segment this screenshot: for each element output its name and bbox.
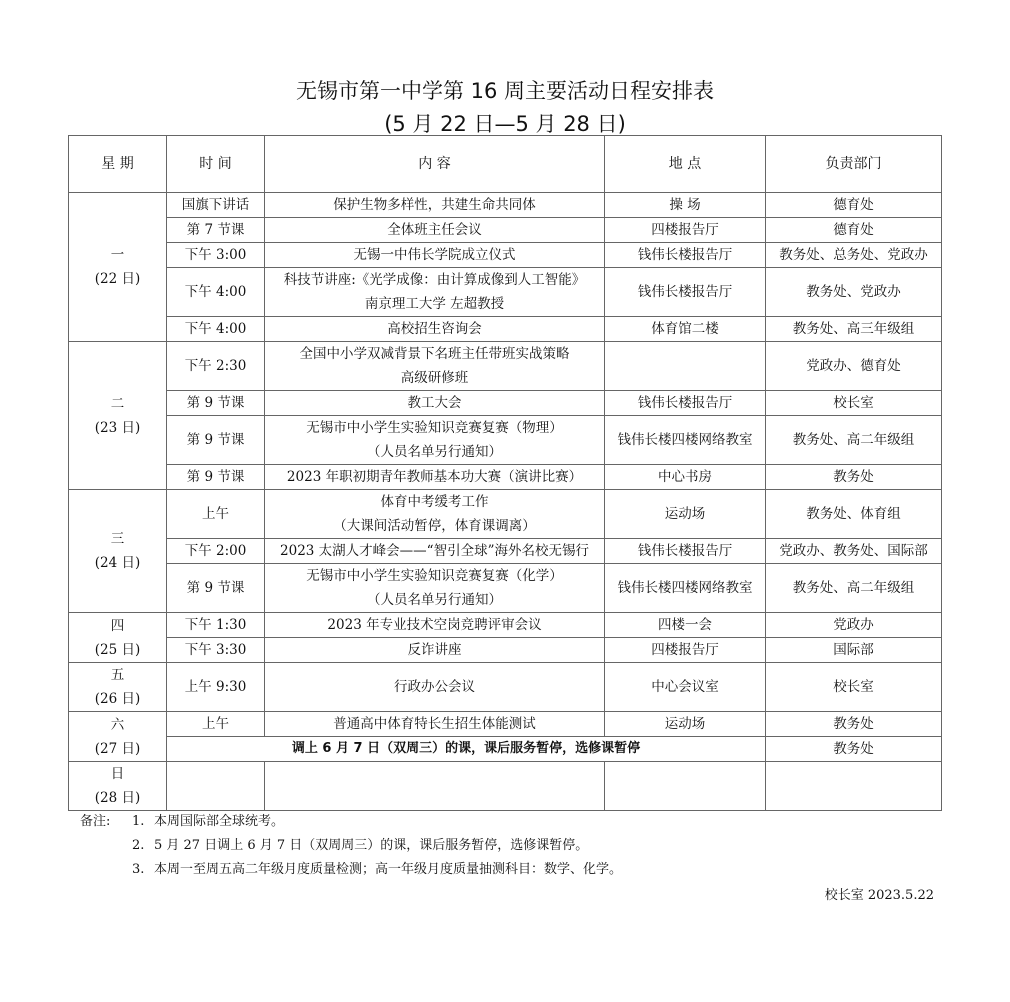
day-cell [69,613,167,663]
header-time: 时 间 [167,136,265,193]
day-cell [69,342,167,490]
content-cell [265,539,605,564]
time-cell: 下午 3:00 [167,243,265,268]
table-row [69,613,942,638]
table-row [69,564,942,613]
content-line: 反诈讲座 [407,642,462,658]
dept-cell: 教务处 [766,712,942,737]
header-place: 地 点 [605,136,766,193]
place-cell: 钱伟长楼四楼网络教室 [605,564,766,613]
table-row [69,737,942,762]
table-header-row [69,136,942,193]
content-line: 2023 年职初期青年教师基本功大赛（演讲比赛） [286,469,583,485]
day-cell [69,193,167,342]
day-name: 三 [110,531,125,547]
content-line: （人员名单另行通知） [367,444,502,460]
time-cell: 第 9 节课 [167,465,265,490]
place-cell: 体育馆二楼 [605,317,766,342]
dept-cell: 国际部 [766,638,942,663]
table-row [69,268,942,317]
place-cell: 中心会议室 [605,663,766,712]
table-row [69,712,942,737]
table-row [69,490,942,539]
dept-cell: 教务处 [766,465,942,490]
place-cell: 钱伟长楼报告厅 [605,539,766,564]
time-cell: 上午 [167,712,265,737]
dept-cell: 教务处、总务处、党政办 [766,243,942,268]
header-content: 内 容 [265,136,605,193]
table-row [69,663,942,712]
content-cell [265,465,605,490]
place-cell: 中心书房 [605,465,766,490]
content-line: 教工大会 [407,395,462,411]
content-cell [265,218,605,243]
day-name: 五 [110,667,125,683]
content-line: 行政办公会议 [394,679,475,695]
content-cell [265,342,605,391]
note-number: 2. [132,838,145,853]
content-line: （大课间活动暂停，体育课调离） [333,518,536,534]
day-date: (24 日) [94,555,141,571]
day-cell [69,712,167,762]
day-date: (25 日) [94,641,141,658]
place-cell: 四楼报告厅 [605,218,766,243]
signature: 校长室 2023.5.22 [824,888,934,903]
time-cell: 下午 3:30 [167,638,265,663]
table-row [69,391,942,416]
content-line: 南京理工大学 左超教授 [364,296,505,312]
content-line: （人员名单另行通知） [367,592,502,608]
page-subtitle: (5 月 22 日—5 月 28 日) [384,112,626,136]
day-cell [69,490,167,613]
content-cell [265,391,605,416]
note-text: 本周国际部全球统考。 [154,814,285,829]
content-line: 科技节讲座:《光学成像：由计算成像到人工智能》 [283,272,586,288]
day-date: (26 日) [94,691,141,707]
place-cell: 钱伟长楼四楼网络教室 [605,416,766,465]
day-name: 四 [110,617,125,634]
table-row [69,416,942,465]
day-cell [69,762,167,811]
table-row [69,193,942,218]
note-number: 3. [132,862,145,877]
content-line: 全体班主任会议 [387,222,482,238]
note-label: 备注: [80,814,111,829]
content-line: 全国中小学双减背景下名班主任带班实战策略 [299,346,570,362]
place-cell: 运动场 [605,490,766,539]
place-cell: 四楼一会 [605,613,766,638]
content-cell [265,268,605,317]
day-date: (28 日) [94,790,141,806]
note-text: 本周一至周五高二年级月度质量检测；高一年级月度质量抽测科目：数学、化学。 [154,862,623,877]
dept-cell: 校长室 [766,663,942,712]
header-day: 星 期 [69,136,167,193]
note-label [80,858,132,882]
content-line: 无锡一中伟长学院成立仪式 [353,247,516,263]
dept-cell: 教务处 [766,737,942,762]
time-cell: 上午 [167,490,265,539]
place-cell: 四楼报告厅 [605,638,766,663]
day-name: 日 [110,766,125,782]
merged-content-cell: 调上 6 月 7 日（双周三）的课，课后服务暂停，选修课暂停 [167,737,766,762]
content-cell [265,638,605,663]
content-cell [265,416,605,465]
dept-cell: 德育处 [766,193,942,218]
day-cell [69,663,167,712]
dept-cell: 教务处、高二年级组 [766,416,942,465]
day-name: 二 [110,395,125,412]
content-line: 保护生物多样性，共建生命共同体 [333,197,536,213]
day-date: (23 日) [94,419,141,436]
dept-cell: 教务处、体育组 [766,490,942,539]
content-line: 2023 太湖人才峰会——“智引全球”海外名校无锡行 [280,543,589,559]
place-cell: 钱伟长楼报告厅 [605,268,766,317]
content-cell [265,564,605,613]
table-body [69,193,942,811]
time-cell: 第 9 节课 [167,416,265,465]
day-date: (27 日) [94,740,141,757]
place-cell: 操 场 [605,193,766,218]
content-cell [265,613,605,638]
content-line: 高级研修班 [400,370,469,386]
page-title: 无锡市第一中学第 16 周主要活动日程安排表 [295,79,715,103]
time-cell: 下午 2:30 [167,342,265,391]
place-cell [605,342,766,391]
notes-section [80,810,622,882]
time-cell: 下午 4:00 [167,317,265,342]
time-cell: 下午 1:30 [167,613,265,638]
content-line: 无锡市中小学生实验知识竞赛复赛（化学） [306,568,563,584]
content-cell [265,243,605,268]
time-cell [167,762,265,811]
table-row [69,218,942,243]
header-dept: 负责部门 [766,136,942,193]
content-cell [265,712,605,737]
dept-cell: 党政办、德育处 [766,342,942,391]
content-line: 无锡市中小学生实验知识竞赛复赛（物理） [306,420,563,436]
time-cell: 第 9 节课 [167,391,265,416]
content-line: 体育中考缓考工作 [380,494,489,510]
dept-cell [766,762,942,811]
day-name: 六 [110,716,125,733]
dept-cell: 党政办 [766,613,942,638]
content-line: 2023 年专业技术空岗竞聘评审会议 [327,617,542,633]
note-label [80,834,132,858]
note-item [80,858,622,882]
content-line: 普通高中体育特长生招生体能测试 [333,716,536,732]
schedule-table [68,135,942,811]
dept-cell: 教务处、高二年级组 [766,564,942,613]
place-cell [605,762,766,811]
time-cell: 下午 4:00 [167,268,265,317]
table-row [69,243,942,268]
day-name: 一 [110,247,125,263]
table-row [69,465,942,490]
dept-cell: 党政办、教务处、国际部 [766,539,942,564]
content-line: 高校招生咨询会 [387,321,482,337]
table-row [69,762,942,811]
place-cell: 钱伟长楼报告厅 [605,391,766,416]
table-row [69,638,942,663]
content-cell [265,193,605,218]
time-cell: 下午 2:00 [167,539,265,564]
time-cell: 第 9 节课 [167,564,265,613]
place-cell: 运动场 [605,712,766,737]
dept-cell: 德育处 [766,218,942,243]
content-cell [265,762,605,811]
time-cell: 第 7 节课 [167,218,265,243]
table-row [69,539,942,564]
note-text: 5 月 27 日调上 6 月 7 日（双周周三）的课，课后服务暂停，选修课暂停。 [154,838,589,853]
dept-cell: 教务处、党政办 [766,268,942,317]
content-cell [265,317,605,342]
table-row [69,317,942,342]
note-number: 1. [132,814,145,829]
day-date: (22 日) [94,271,141,287]
dept-cell: 校长室 [766,391,942,416]
content-cell [265,490,605,539]
dept-cell: 教务处、高三年级组 [766,317,942,342]
note-item [80,834,622,858]
table-row [69,342,942,391]
content-cell [265,663,605,712]
note-item [80,810,622,834]
time-cell: 上午 9:30 [167,663,265,712]
place-cell: 钱伟长楼报告厅 [605,243,766,268]
time-cell: 国旗下讲话 [167,193,265,218]
